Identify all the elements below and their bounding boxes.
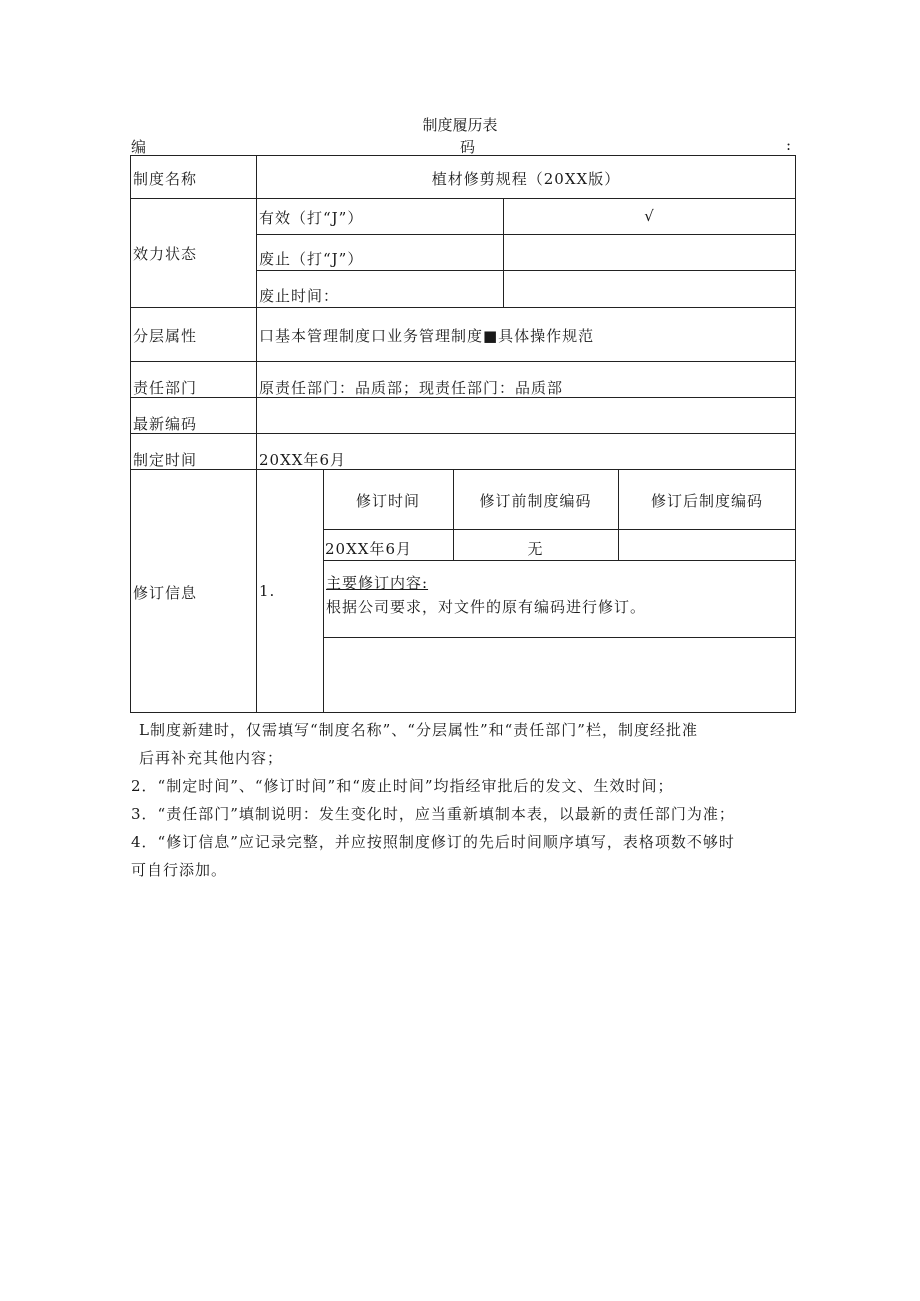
value-revision-time: 20XX年6月 [325,540,412,558]
note-line: 后再补充其他内容； [139,749,284,767]
row-divider [130,433,796,434]
label-latest-code: 最新编码 [133,415,198,433]
row-divider [130,361,796,362]
revision-index: 1. [259,582,276,600]
abolished-label: 废止（打“J”） [259,250,364,268]
code-label-mid: 码 [460,138,476,156]
row-divider [130,469,796,470]
row-divider [130,307,796,308]
code-colon: : [786,136,792,154]
revision-divider [323,637,796,638]
label-layer-attribute: 分层属性 [133,327,198,345]
notes-section [131,716,791,884]
revision-divider [323,560,796,561]
header-code-before: 修订前制度编码 [479,492,592,510]
label-validity-status: 效力状态 [133,245,198,263]
abolish-time-label: 废止时间： [259,287,340,305]
code-label-left: 编 [131,138,147,156]
note-line: 3．“责任部门”填制说明：发生变化时，应当重新填制本表，以最新的责任部门为准； [131,805,735,823]
label-creation-date: 制定时间 [133,451,198,469]
page-title: 制度履历表 [422,116,498,134]
valid-label: 有效（打“J”） [259,209,364,227]
header-code-after: 修订后制度编码 [650,492,763,510]
revision-content-text: 根据公司要求，对文件的原有编码进行修订。 [326,598,647,616]
status-divider [256,270,796,271]
value-system-name: 植材修剪规程（20XX版） [431,170,621,188]
value-code-before: 无 [527,540,544,558]
note-line: L制度新建时，仅需填写“制度名称”、“分层属性”和“责任部门”栏，制度经批准 [139,721,698,739]
note-line: 2．“制定时间”、“修订时间”和“废止时间”均指经审批后的发文、生效时间； [131,777,674,795]
revision-content-label: 主要修订内容: [326,574,429,592]
valid-check-mark: √ [644,207,655,225]
label-system-name: 制度名称 [133,170,198,188]
label-column-divider [256,155,257,713]
label-responsible-dept: 责任部门 [133,379,198,397]
header-revision-time: 修订时间 [355,492,420,510]
label-revision-info: 修订信息 [133,584,198,602]
value-layer-attribute: 口基本管理制度口业务管理制度■具体操作规范 [259,327,595,345]
revision-col-divider [618,469,619,560]
note-line: 可自行添加。 [131,861,228,879]
row-divider [130,198,796,199]
status-divider [256,234,796,235]
table-border [130,155,796,713]
revision-divider [323,529,796,530]
value-creation-date: 20XX年6月 [259,451,346,469]
note-line: 4．“修订信息”应记录完整，并应按照制度修订的先后时间顺序填写，表格项数不够时 [131,833,735,851]
value-responsible-dept: 原责任部门：品质部；现责任部门：品质部 [259,379,564,397]
